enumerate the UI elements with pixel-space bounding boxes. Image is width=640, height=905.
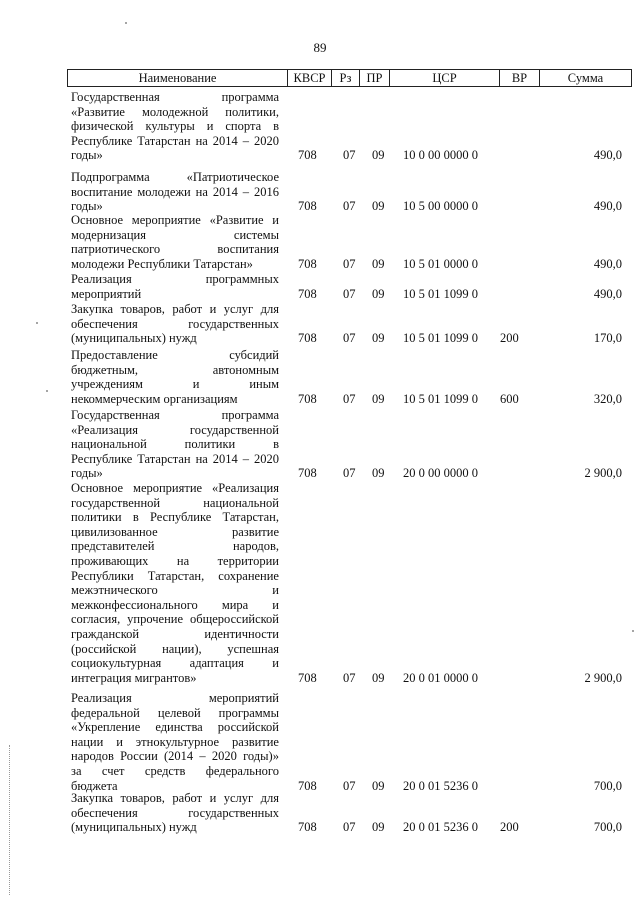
- row-csr: 20 0 01 0000 0: [403, 670, 478, 685]
- row-name: [71, 90, 279, 163]
- row-rz: 07: [343, 199, 356, 214]
- row-pr: 09: [372, 670, 385, 685]
- row-name-line: учреждениям и иным: [71, 377, 279, 392]
- row-pr: 09: [372, 778, 385, 793]
- row-rz: 07: [343, 820, 356, 835]
- row-csr: 10 5 00 0000 0: [403, 199, 478, 214]
- row-name: [71, 481, 279, 685]
- row-name-line: Реализация программных: [71, 272, 279, 286]
- row-sum: 320,0: [593, 391, 622, 406]
- row-sum: 700,0: [593, 820, 622, 835]
- scan-speck: [36, 322, 38, 324]
- row-name-line: «Реализация государственной: [71, 422, 279, 437]
- row-rz: 07: [343, 466, 356, 481]
- row-kvsr: 708: [298, 256, 317, 271]
- row-sum: 490,0: [593, 286, 622, 301]
- row-csr: 10 5 01 1099 0: [403, 331, 478, 346]
- scan-speck: [125, 22, 127, 24]
- row-pr: 09: [372, 391, 385, 406]
- row-name-line: молодежи Республики Татарстан»: [71, 256, 253, 271]
- row-name: [71, 408, 279, 481]
- header-sum: Сумма: [540, 70, 632, 87]
- row-name-line: социокультурная адаптация и: [71, 656, 279, 671]
- row-name: [71, 791, 279, 835]
- row-name-line: мероприятий: [71, 286, 142, 301]
- row-vr: 200: [500, 820, 519, 835]
- row-name-line: годы»: [71, 466, 103, 481]
- row-csr: 20 0 00 0000 0: [403, 466, 478, 481]
- row-kvsr: 708: [298, 466, 317, 481]
- row-name-line: интеграция мигрантов»: [71, 670, 197, 685]
- row-name-line: некоммерческим организациям: [71, 391, 238, 406]
- row-name-line: (муниципальных) нужд: [71, 820, 197, 835]
- row-name-line: федеральной целевой программы: [71, 705, 279, 720]
- row-name: [71, 272, 279, 301]
- row-name-line: государственной национальной: [71, 495, 279, 510]
- margin-scan-marks: [9, 745, 12, 895]
- row-pr: 09: [372, 820, 385, 835]
- row-name-line: национальной политики в: [71, 437, 279, 452]
- row-kvsr: 708: [298, 286, 317, 301]
- row-name-line: межэтнического и: [71, 583, 279, 598]
- row-name-line: Предоставление субсидий: [71, 348, 279, 362]
- row-pr: 09: [372, 331, 385, 346]
- row-rz: 07: [343, 331, 356, 346]
- row-pr: 09: [372, 286, 385, 301]
- row-rz: 07: [343, 670, 356, 685]
- row-name-line: Закупка товаров, работ и услуг для: [71, 791, 279, 805]
- row-vr: 600: [500, 391, 519, 406]
- row-name-line: за счет средств федерального: [71, 763, 279, 778]
- row-name-line: «Развитие молодежной политики,: [71, 104, 279, 119]
- row-name-line: бюджетным, автономным: [71, 362, 279, 377]
- row-sum: 2 900,0: [584, 466, 622, 481]
- row-name-line: народов России (2014 – 2020 годы)»: [71, 749, 279, 764]
- row-name-line: обеспечения государственных: [71, 316, 279, 331]
- row-name-line: гражданской идентичности: [71, 626, 279, 641]
- row-name: [71, 302, 279, 346]
- row-name-line: физической культуры и спорта в: [71, 119, 279, 134]
- row-sum: 2 900,0: [584, 670, 622, 685]
- header-kvsr: КВСР: [288, 70, 332, 87]
- row-sum: 170,0: [593, 331, 622, 346]
- row-name-line: нации и этнокультурное развитие: [71, 734, 279, 749]
- row-name-line: Республике Татарстан на 2014 – 2020: [71, 451, 279, 466]
- row-name-line: Государственная программа: [71, 90, 279, 104]
- row-kvsr: 708: [298, 820, 317, 835]
- row-kvsr: 708: [298, 778, 317, 793]
- row-name-line: воспитание молодежи на 2014 – 2016: [71, 184, 279, 199]
- row-name: [71, 213, 279, 271]
- row-kvsr: 708: [298, 331, 317, 346]
- row-csr: 20 0 01 5236 0: [403, 778, 478, 793]
- row-kvsr: 708: [298, 148, 317, 163]
- row-name-line: «Укрепление единства российской: [71, 720, 279, 735]
- row-name-line: обеспечения государственных: [71, 805, 279, 820]
- row-rz: 07: [343, 778, 356, 793]
- header-pr: ПР: [360, 70, 390, 87]
- row-name: [71, 691, 279, 793]
- scan-speck: [632, 630, 634, 632]
- table-header: [67, 69, 632, 87]
- row-vr: 200: [500, 331, 519, 346]
- row-name-line: модернизация системы: [71, 227, 279, 242]
- row-csr: 10 5 01 0000 0: [403, 256, 478, 271]
- row-name-line: проживающих на территории: [71, 553, 279, 568]
- row-name-line: патриотического воспитания: [71, 242, 279, 257]
- row-name-line: Республике Татарстан на 2014 – 2020: [71, 133, 279, 148]
- row-sum: 490,0: [593, 199, 622, 214]
- row-pr: 09: [372, 256, 385, 271]
- row-kvsr: 708: [298, 199, 317, 214]
- row-sum: 490,0: [593, 256, 622, 271]
- row-name-line: межконфессионального мира и: [71, 597, 279, 612]
- row-name-line: бюджета: [71, 778, 118, 793]
- row-rz: 07: [343, 256, 356, 271]
- row-name-line: Основное мероприятие «Развитие и: [71, 213, 279, 227]
- row-csr: 10 0 00 0000 0: [403, 148, 478, 163]
- row-name-line: (российской нации), успешная: [71, 641, 279, 656]
- row-csr: 20 0 01 5236 0: [403, 820, 478, 835]
- row-name-line: представителей народов,: [71, 539, 279, 554]
- row-name-line: Реализация мероприятий: [71, 691, 279, 705]
- page-number: 89: [313, 40, 327, 55]
- scan-speck: [46, 390, 48, 392]
- row-kvsr: 708: [298, 391, 317, 406]
- row-csr: 10 5 01 1099 0: [403, 286, 478, 301]
- row-name-line: годы»: [71, 148, 103, 163]
- row-name: [71, 348, 279, 406]
- row-name-line: Республики Татарстан, сохранение: [71, 568, 279, 583]
- row-name-line: Государственная программа: [71, 408, 279, 422]
- row-rz: 07: [343, 391, 356, 406]
- row-sum: 490,0: [593, 148, 622, 163]
- row-pr: 09: [372, 148, 385, 163]
- row-kvsr: 708: [298, 670, 317, 685]
- header-vr: ВР: [500, 70, 540, 87]
- header-rz: Рз: [332, 70, 360, 87]
- row-name-line: Основное мероприятие «Реализация: [71, 481, 279, 495]
- row-pr: 09: [372, 466, 385, 481]
- row-sum: 700,0: [593, 778, 622, 793]
- row-pr: 09: [372, 199, 385, 214]
- row-name-line: согласия, упрочение общероссийской: [71, 612, 279, 627]
- row-name-line: цивилизованное развитие: [71, 524, 279, 539]
- row-rz: 07: [343, 148, 356, 163]
- row-name: [71, 170, 279, 214]
- row-name-line: политики в Республике Татарстан,: [71, 510, 279, 525]
- row-name-line: Подпрограмма «Патриотическое: [71, 170, 279, 184]
- row-name-line: годы»: [71, 199, 103, 214]
- header-csr: ЦСР: [390, 70, 500, 87]
- row-name-line: Закупка товаров, работ и услуг для: [71, 302, 279, 316]
- row-csr: 10 5 01 1099 0: [403, 391, 478, 406]
- header-name: Наименование: [68, 70, 288, 87]
- row-name-line: (муниципальных) нужд: [71, 331, 197, 346]
- row-rz: 07: [343, 286, 356, 301]
